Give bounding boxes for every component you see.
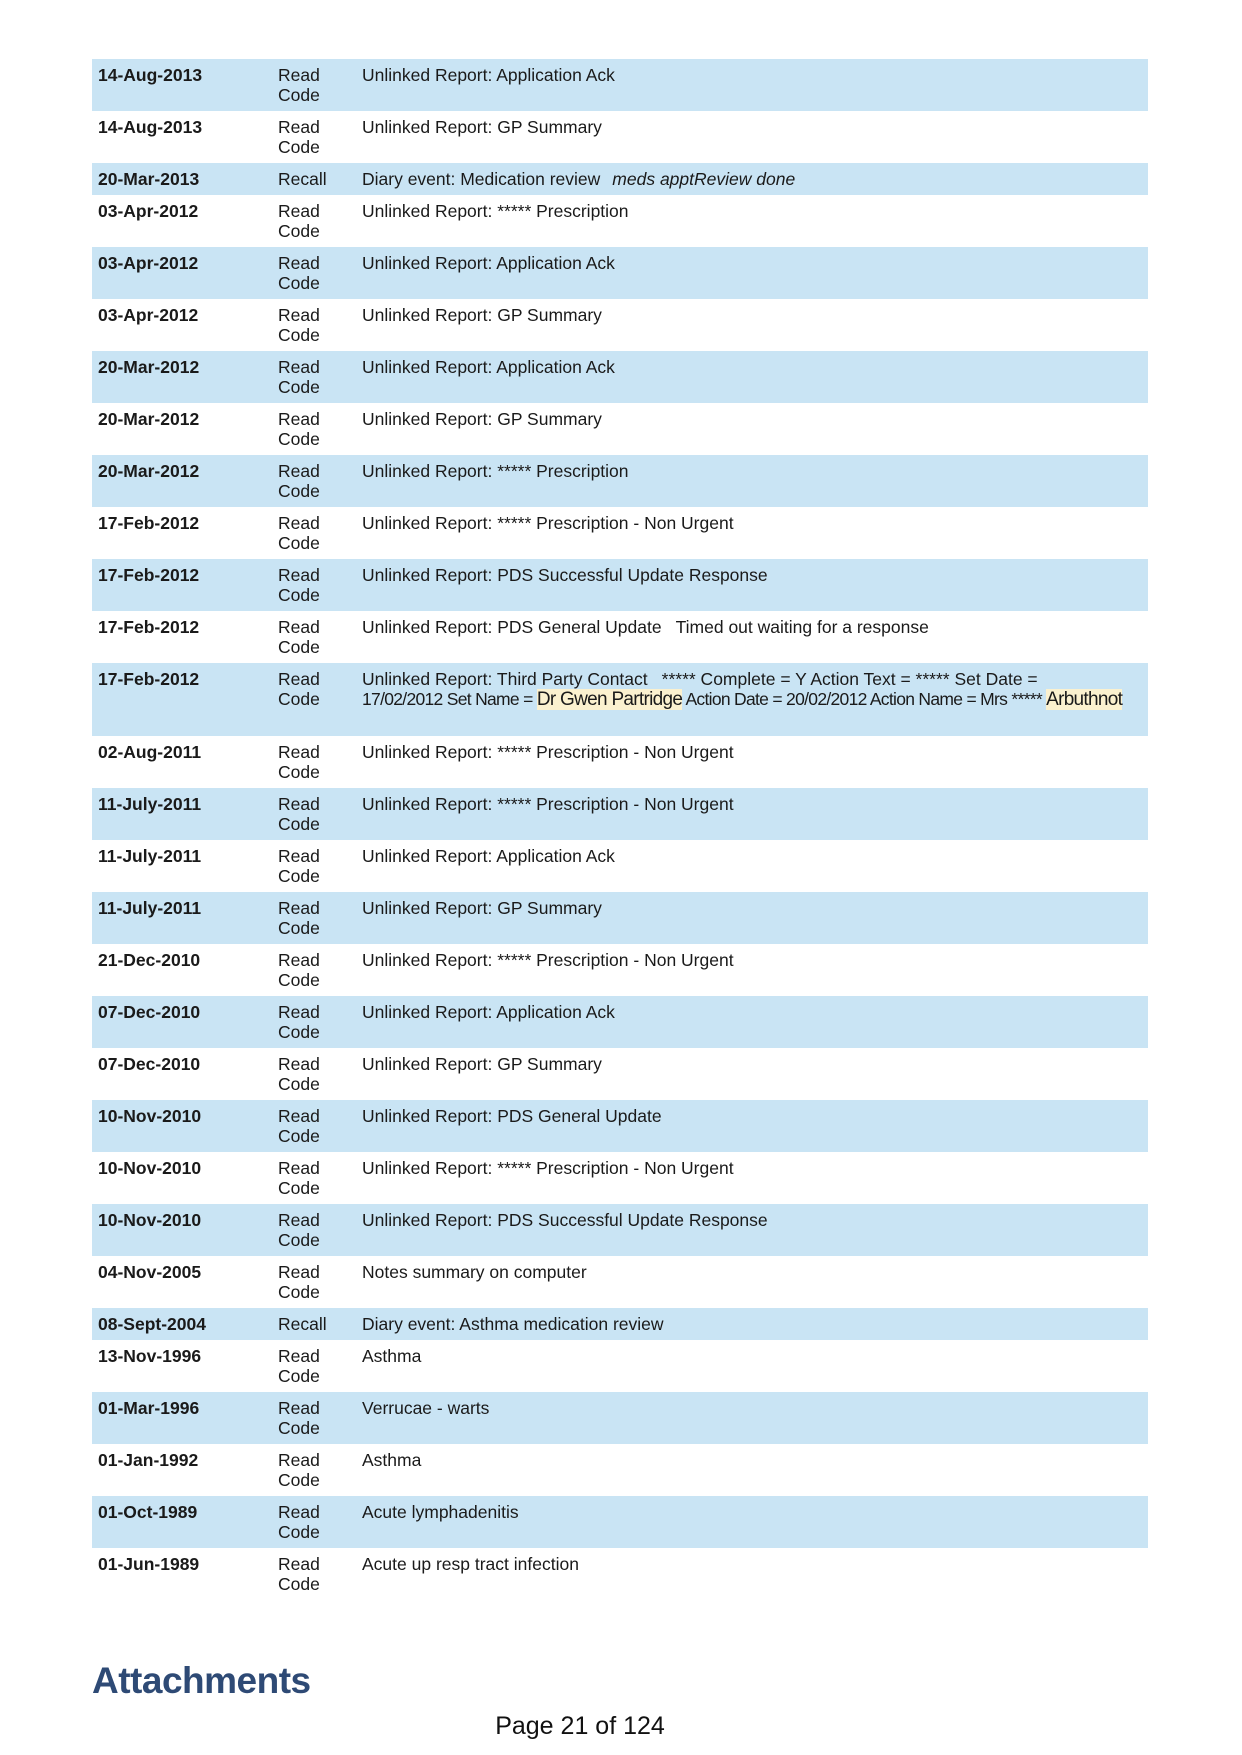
record-type: Read Code [272,996,356,1048]
table-row [92,403,1148,455]
record-date: 11-July-2011 [98,846,202,866]
description-text: Unlinked Report: GP Summary [362,117,602,137]
description-text: Unlinked Report: PDS Successful Update Response [362,565,768,585]
record-type: Read Code [272,351,356,403]
record-type: Read Code [278,1158,320,1198]
description-text: Asthma [362,1346,422,1366]
record-description [356,163,1148,195]
record-description [356,59,1148,111]
record-description [356,1048,1148,1100]
record-type: Read Code [278,513,320,553]
section-heading: Attachments [92,1660,311,1701]
record-date: 10-Nov-2010 [92,1100,272,1152]
highlighted-name: Dr Gwen Partridge [536,689,683,710]
table-row [92,163,1148,195]
record-type: Read Code [278,742,320,782]
record-date: 01-Oct-1989 [92,1496,272,1548]
record-description [356,195,1148,247]
table-row [92,1308,1148,1340]
table-row [92,299,1148,351]
record-type: Read Code [272,1392,356,1444]
record-type: Read Code [272,1204,356,1256]
description-text: Asthma [362,1450,422,1470]
description-text: Diary event: Asthma medication review [362,1314,664,1334]
record-date: 01-Jun-1989 [98,1554,200,1574]
table-row [92,1548,1148,1600]
description-text: Unlinked Report: ***** Prescription [362,201,629,221]
record-type: Read Code [278,409,320,449]
recall-note: meds apptReview done [612,169,796,189]
record-description [356,1204,1148,1256]
record-date: 11-July-2011 [92,892,272,944]
description-detail-line [362,689,1122,709]
table-row [92,247,1148,299]
record-description [356,736,1148,788]
record-date: 20-Mar-2012 [92,351,272,403]
description-text: Unlinked Report: GP Summary [362,409,602,429]
table-row [92,1340,1148,1392]
record-description [356,892,1148,944]
description-text: Acute lymphadenitis [362,1502,519,1522]
record-description [356,403,1148,455]
record-date: 01-Mar-1996 [92,1392,272,1444]
record-date: 07-Dec-2010 [92,996,272,1048]
record-type: Recall [272,163,356,195]
record-description [356,840,1148,892]
record-date: 20-Mar-2013 [92,163,272,195]
description-text: Diary event: Medication review [362,169,601,189]
record-description [356,944,1148,996]
record-type: Read Code [278,305,320,345]
table-row [92,788,1148,840]
table-row [92,736,1148,788]
record-description [356,351,1148,403]
table-row [92,1392,1148,1444]
table-row [92,59,1148,111]
description-text: Unlinked Report: PDS Successful Update Response [362,1210,768,1230]
table-row [92,944,1148,996]
record-description [356,1308,1148,1340]
record-description [356,663,1148,736]
description-text: Unlinked Report: Application Ack [362,357,615,377]
description-text: Unlinked Report: ***** Prescription - Non Urgent [362,950,734,970]
record-type: Read Code [278,1262,320,1302]
record-date: 13-Nov-1996 [98,1346,202,1366]
record-date: 20-Mar-2012 [98,409,200,429]
description-text: Unlinked Report: ***** Prescription - Non Urgent [362,794,734,814]
record-description [356,111,1148,163]
record-type: Read Code [272,788,356,840]
description-text: Unlinked Report: Application Ack [362,1002,615,1022]
record-date: 11-July-2011 [92,788,272,840]
description-text: Unlinked Report: GP Summary [362,1054,602,1074]
record-type: Read Code [272,559,356,611]
record-description [356,507,1148,559]
table-row [92,1496,1148,1548]
record-date: 04-Nov-2005 [98,1262,202,1282]
record-date: 17-Feb-2012 [98,617,200,637]
record-description [356,455,1148,507]
record-date: 03-Apr-2012 [92,247,272,299]
record-date: 01-Jan-1992 [98,1450,199,1470]
record-date: 17-Feb-2012 [92,663,272,736]
table-row [92,663,1148,736]
description-text: Notes summary on computer [362,1262,587,1282]
description-text: Unlinked Report: Application Ack [362,846,615,866]
table-row [92,892,1148,944]
record-description [356,1256,1148,1308]
record-type: Read Code [272,247,356,299]
table-row [92,1444,1148,1496]
record-description [356,788,1148,840]
record-type: Read Code [278,617,320,657]
table-row [92,351,1148,403]
description-text: Unlinked Report: ***** Prescription [362,461,629,481]
detail-text: 17/02/2012 Set Name = [362,689,537,709]
record-description [356,1152,1148,1204]
record-description [356,1100,1148,1152]
record-type: Read Code [272,455,356,507]
table-row [92,111,1148,163]
record-type: Recall [272,1308,356,1340]
record-type: Read Code [272,663,356,736]
record-description [356,996,1148,1048]
record-type: Read Code [278,1450,320,1490]
record-type: Read Code [272,1496,356,1548]
description-detail: ***** Complete = Y Action Text = ***** Set Date = [661,669,1038,689]
record-date: 17-Feb-2012 [98,513,200,533]
table-row [92,611,1148,663]
detail-text: Action Date = 20/02/2012 Action Name = Mrs ***** [682,689,1047,709]
description-text: Unlinked Report: ***** Prescription - Non Urgent [362,1158,734,1178]
record-type: Read Code [278,201,320,241]
record-description [356,559,1148,611]
record-type: Read Code [278,1554,320,1594]
record-description [356,299,1148,351]
record-description [356,1548,1148,1600]
consultation-records-table [92,59,1148,1600]
record-description [356,247,1148,299]
record-date: 14-Aug-2013 [98,117,203,137]
table-row [92,1100,1148,1152]
table-row [92,559,1148,611]
record-type: Read Code [272,892,356,944]
description-detail: Timed out waiting for a response [675,617,929,637]
record-type: Read Code [272,1100,356,1152]
description-text: Unlinked Report: GP Summary [362,898,602,918]
record-date: 07-Dec-2010 [98,1054,201,1074]
record-type: Read Code [278,950,320,990]
record-description [356,1444,1148,1496]
highlighted-name: Arbuthnot [1046,689,1123,710]
description-text: Unlinked Report: PDS General Update [362,617,662,637]
record-date: 02-Aug-2011 [98,742,202,762]
table-row [92,840,1148,892]
description-text: Unlinked Report: ***** Prescription - Non Urgent [362,513,734,533]
description-text: Unlinked Report: Application Ack [362,65,615,85]
record-type: Read Code [278,846,320,886]
table-row [92,507,1148,559]
record-type: Read Code [278,117,320,157]
record-date: 03-Apr-2012 [98,305,199,325]
page-number: Page 21 of 124 [495,1712,665,1740]
table-row [92,1152,1148,1204]
table-row [92,195,1148,247]
record-description [356,1496,1148,1548]
record-description [356,611,1148,663]
description-text: Unlinked Report: GP Summary [362,305,602,325]
record-type: Read Code [278,1346,320,1386]
table-row [92,455,1148,507]
record-description [356,1340,1148,1392]
description-text: Verrucae - warts [362,1398,490,1418]
table-row [92,1204,1148,1256]
record-date: 17-Feb-2012 [92,559,272,611]
table-row [92,996,1148,1048]
record-date: 08-Sept-2004 [92,1308,272,1340]
record-type: Read Code [278,1054,320,1094]
record-type: Read Code [272,59,356,111]
record-date: 21-Dec-2010 [98,950,201,970]
record-date: 14-Aug-2013 [92,59,272,111]
description-text: Unlinked Report: PDS General Update [362,1106,662,1126]
description-text: Unlinked Report: Third Party Contact [362,669,648,689]
record-date: 03-Apr-2012 [98,201,199,221]
description-text: Unlinked Report: Application Ack [362,253,615,273]
description-text: Acute up resp tract infection [362,1554,579,1574]
table-row [92,1048,1148,1100]
record-date: 20-Mar-2012 [92,455,272,507]
record-date: 10-Nov-2010 [92,1204,272,1256]
record-date: 10-Nov-2010 [98,1158,202,1178]
description-text: Unlinked Report: ***** Prescription - Non Urgent [362,742,734,762]
record-description [356,1392,1148,1444]
table-row [92,1256,1148,1308]
records-body [92,59,1148,1600]
